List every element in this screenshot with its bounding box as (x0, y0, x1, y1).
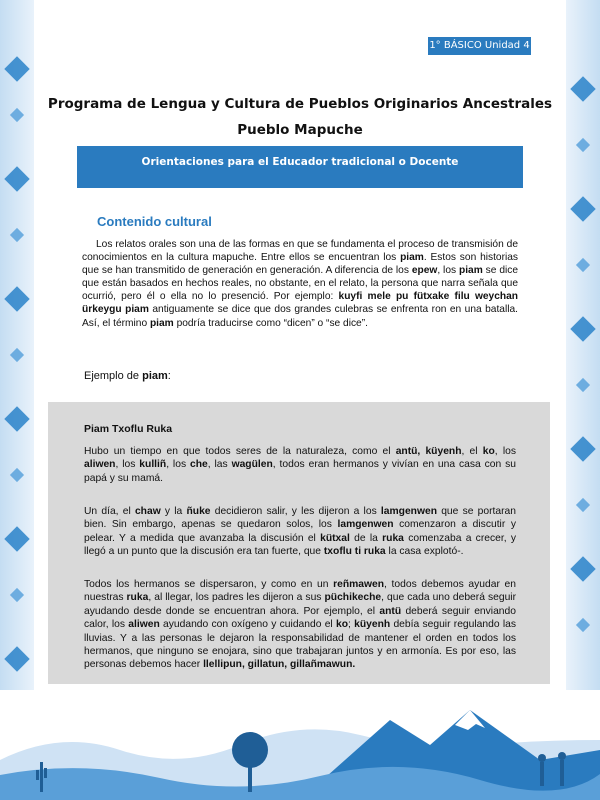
bold-term: ruka (126, 592, 149, 604)
text-run: antiguamente se dice que dos grandes culebras se enfrenta ron en una batalla. Así, el término (82, 304, 518, 329)
bold-term: antü, küyenh (395, 446, 462, 457)
bold-term: txoflu ti ruka (323, 546, 386, 558)
section-banner (77, 146, 523, 188)
person-icon (540, 762, 544, 786)
text-run: comenzaron a discutir y pelear. Y a medida que avanzaba la discusión el (84, 519, 516, 544)
bold-term: piam (149, 317, 174, 329)
text-run: debía seguir regulando las lluvias. Y a las personas le dejaron la responsabilidad de mantener el orden en todos los hermanos, que ninguno se enojara, sino que trabajaran juntos y en armonía. Es por eso, las personas debemos hacer (84, 619, 516, 671)
bold-term: aliwen (84, 459, 116, 471)
landscape-illustration (0, 690, 600, 800)
text-run: deberá seguir enviando calor, los (84, 605, 516, 631)
bold-term: ko (482, 446, 495, 457)
text-run: se dice que están basados en hechos reales, no obstante, en el relato, la persona que narra señala que ocurrió, pero él o ella no lo presenció. Por ejemplo: (82, 265, 519, 303)
text-run: : (167, 370, 171, 382)
cultural-paragraph (82, 238, 518, 330)
text-run: podría traducirse como “dicen” o “se dice”. (173, 317, 368, 329)
text-run: y la (160, 506, 187, 517)
text-run: , al llegar, los padres les dijeron a sus (148, 592, 325, 604)
story-title: Piam Txoflu Ruka (84, 423, 173, 435)
text-run: Los relatos orales son una de las formas en que se fundamenta el proceso de transmisión de conocimientos en la cultura mapuche. Entre ellos se encuentran los (82, 239, 518, 264)
section-heading: Contenido cultural (97, 214, 212, 229)
story-paragraph-3 (84, 578, 516, 672)
bold-term: piam (142, 370, 168, 382)
banner-text: Orientaciones para el Educador tradicional o Docente (141, 156, 459, 168)
text-run: que se portaran bien. Sin embargo, apenas se quedaron solos, los (84, 506, 517, 531)
bold-term: kuyfi mele pu fütxake filu weychan ürkeygu piam (82, 291, 518, 316)
unit-badge: 1° BÁSICO Unidad 4 (428, 37, 531, 55)
decorative-border-right (566, 0, 600, 800)
page-title: Programa de Lengua y Cultura de Pueblos Originarios Ancestrales (47, 96, 553, 112)
bold-term: küyenh (354, 619, 391, 631)
text-run: . Estos son historias que se han transmitido de generación en generación. A diferencia de los (82, 252, 519, 277)
text-run: de la (349, 532, 383, 544)
bold-term: piam (400, 252, 424, 264)
bold-term: chaw (134, 506, 161, 517)
text-run: , todos debemos ayudar en nuestras (84, 579, 516, 604)
bold-term: epew (411, 265, 438, 277)
bold-term: lamgenwen (337, 519, 394, 531)
bold-term: wagülen (231, 459, 273, 471)
story-paragraph-2 (84, 505, 516, 559)
text-run: , los (166, 459, 190, 471)
text-run: Ejemplo de (84, 370, 143, 382)
text-run: Hubo un tiempo en que todos seres de la naturaleza, como el (84, 446, 396, 457)
bold-term: kulliñ (139, 459, 167, 471)
bold-term: piam (458, 265, 483, 277)
text-run: , los (494, 446, 516, 457)
person-icon (560, 760, 564, 786)
cactus-icon (40, 762, 43, 792)
text-run: ; (348, 619, 355, 631)
text-run: Todos los hermanos se dispersaron, y como en un (84, 579, 334, 590)
bold-term: kütxal (320, 532, 350, 544)
bold-term: antü (379, 605, 402, 617)
text-run: , que cada uno deberá seguir ayudando desde donde se encuentran ahora. Por ejemplo, el (84, 592, 517, 617)
text-run: la casa explotó-. (385, 546, 464, 558)
bold-term: püchikeche (324, 592, 382, 604)
bold-term: ruka (382, 532, 404, 544)
bold-term: reñmawen (333, 579, 385, 590)
text-run: ayudando con oxígeno y cuidando el (159, 619, 336, 631)
bold-term: aliwen (128, 619, 160, 631)
text-run: , las (207, 459, 232, 471)
text-run: , los (115, 459, 140, 471)
text-run: , los (437, 265, 459, 277)
text-run: decidieron salir, y les dijeron a los (210, 506, 381, 517)
example-label (84, 370, 171, 382)
bold-term: lamgenwen (380, 506, 437, 517)
bold-term: ñuke (186, 506, 211, 517)
text-run: comenzaba a crecer, y llegó a un punto que la discusión era tan fuerte, que (84, 532, 516, 558)
text-run: , el (461, 446, 483, 457)
text-run: Un día, el (84, 506, 135, 517)
bold-term: ko (335, 619, 349, 631)
story-paragraph-1 (84, 445, 516, 485)
text-run: , todos eran hermanos y vivían en una casa con su papá y su mamá. (84, 459, 517, 484)
bold-term: che (190, 459, 208, 471)
page-subtitle: Pueblo Mapuche (237, 122, 363, 138)
bold-term: llellipun, gillatun, gillañmawun. (203, 659, 356, 671)
